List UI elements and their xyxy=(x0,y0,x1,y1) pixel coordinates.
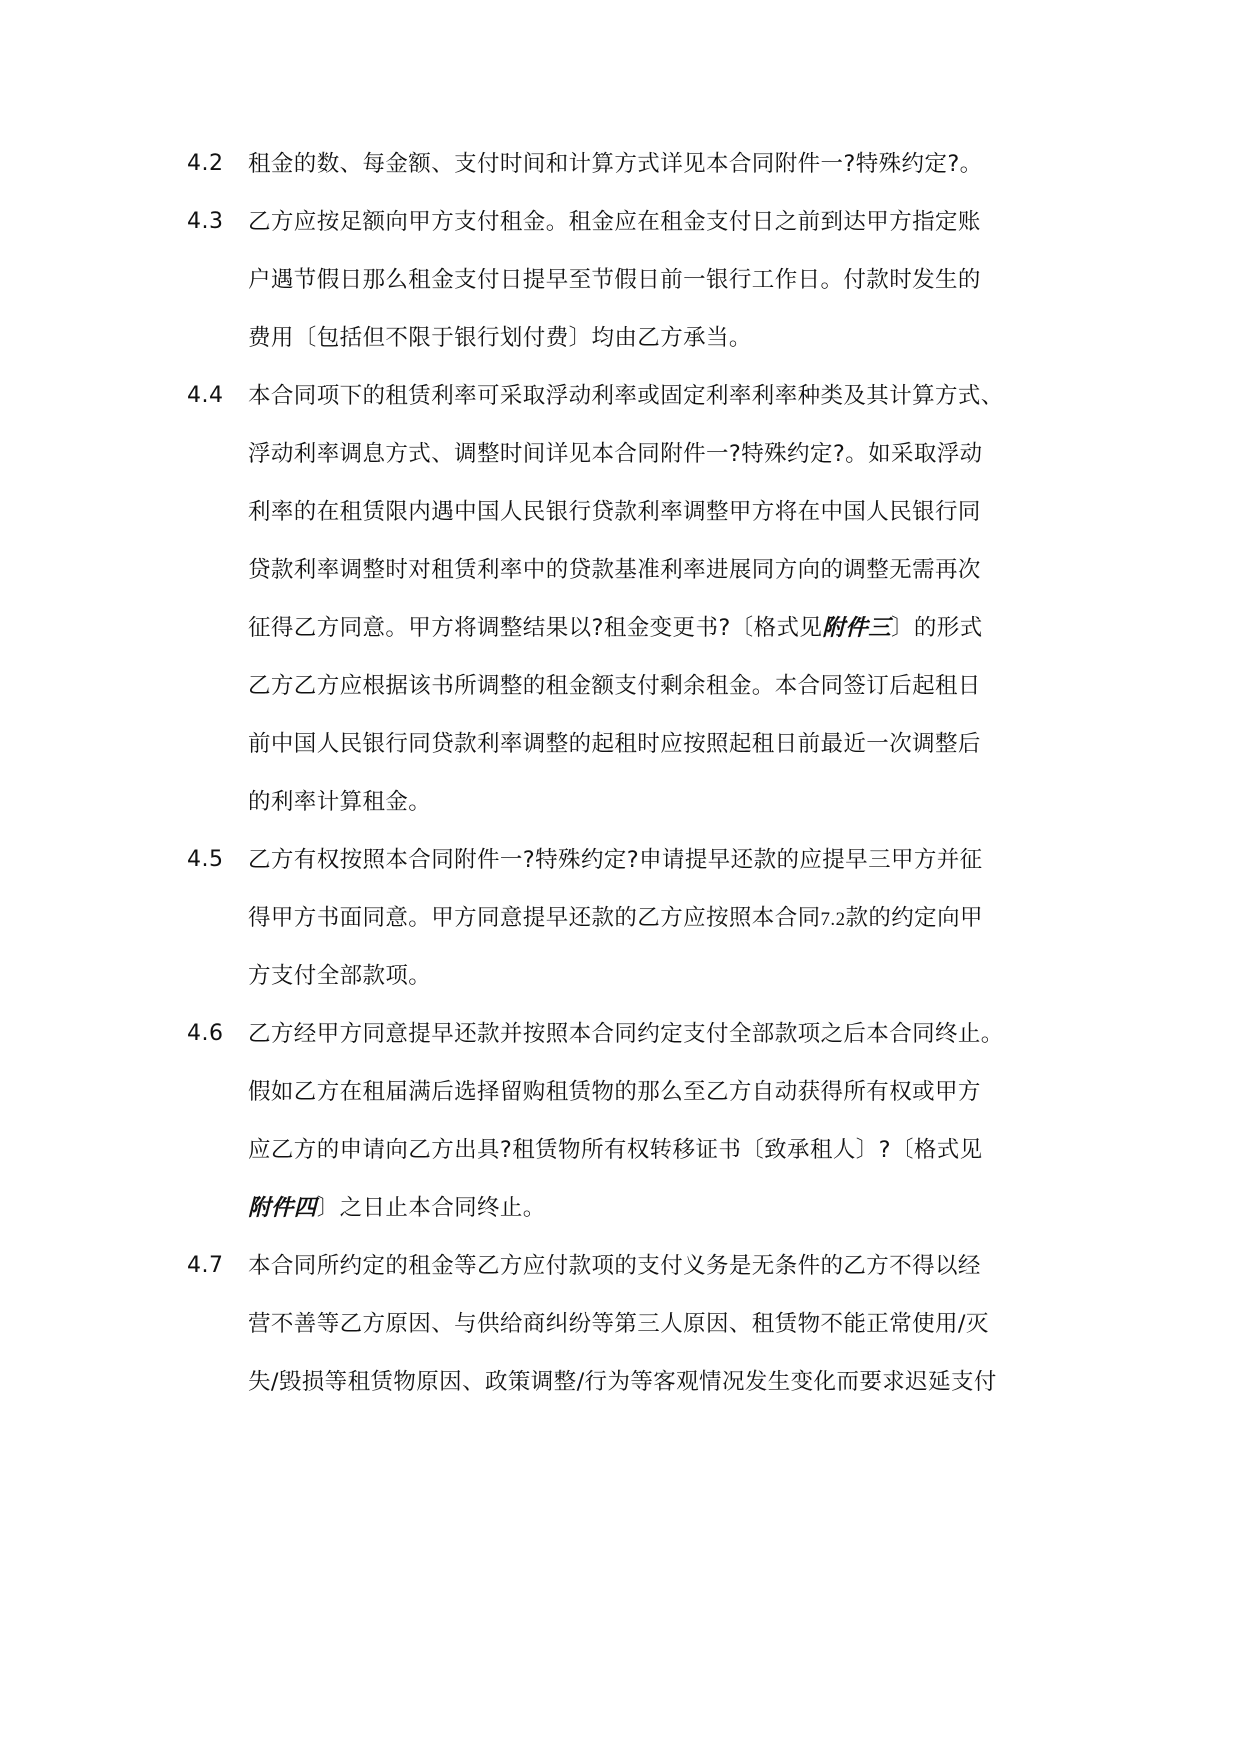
clause-text-line: 假如乙方在租届满后选择留购租赁物的那么至乙方自动获得所有权或甲方 xyxy=(248,1079,981,1105)
clause-text-line: 前中国人民银行同贷款利率调整的起租时应按照起租日前最近一次调整后 xyxy=(248,731,981,757)
clause-text-line: 乙方乙方应根据该书所调整的租金额支付剩余租金。本合同签订后起租日 xyxy=(248,673,981,699)
clause-number: 4.4 xyxy=(187,383,224,408)
clause-text-line: 方支付全部款项。 xyxy=(248,963,432,989)
clause-text-line: 乙方有权按照本合同附件一?特殊约定?申请提早还款的应提早三甲方并征 xyxy=(248,847,983,873)
clause-text-line: 的利率计算租金。 xyxy=(248,789,432,815)
text-segment: 款的约定向甲 xyxy=(845,905,983,931)
section-reference-number: 7.2 xyxy=(820,909,846,930)
clause-number: 4.3 xyxy=(187,209,224,234)
clause-text-line xyxy=(248,886,1068,952)
annex-reference: 附件四 xyxy=(248,1195,317,1221)
clause-text-line xyxy=(248,1176,1068,1240)
text-segment: 征得乙方同意。甲方将调整结果以?租金变更书?〔格式见 xyxy=(248,615,823,641)
clause-text-line: 营不善等乙方原因、与供给商纠纷等第三人原因、租赁物不能正常使用/灭 xyxy=(248,1311,989,1337)
clause-text-line: 应乙方的申请向乙方出具?租赁物所有权转移证书〔致承租人〕?〔格式见 xyxy=(248,1137,983,1163)
clause-number: 4.5 xyxy=(187,847,224,872)
clause-text-line: 本合同项下的租赁利率可采取浮动利率或固定利率利率种类及其计算方式、 xyxy=(248,383,1004,409)
clause-text-line: 本合同所约定的租金等乙方应付款项的支付义务是无条件的乙方不得以经 xyxy=(248,1253,981,1279)
clause-text-line: 费用〔包括但不限于银行划付费〕均由乙方承当。 xyxy=(248,325,752,351)
text-segment: 得甲方书面同意。甲方同意提早还款的乙方应按照本合同 xyxy=(248,905,821,931)
text-segment: 〕的形式 xyxy=(891,615,983,641)
text-segment: 〕之日止本合同终止。 xyxy=(316,1195,546,1221)
clause-number: 4.2 xyxy=(187,151,224,176)
clause-number: 4.7 xyxy=(187,1253,224,1278)
clause-number: 4.6 xyxy=(187,1021,224,1046)
clause-text-line: 乙方应按足额向甲方支付租金。租金应在租金支付日之前到达甲方指定账 xyxy=(248,209,981,235)
clause-text-line: 租金的数、每金额、支付时间和计算方式详见本合同附件一?特殊约定?。 xyxy=(248,151,983,177)
clause-text-line: 贷款利率调整时对租赁利率中的贷款基准利率进展同方向的调整无需再次 xyxy=(248,557,981,583)
clause-text-line: 失/毁损等租赁物原因、政策调整/行为等客观情况发生变化而要求迟延支付 xyxy=(248,1369,997,1395)
clause-text-line xyxy=(248,596,1068,660)
annex-reference: 附件三 xyxy=(822,615,891,641)
clause-text-line: 乙方经甲方同意提早还款并按照本合同约定支付全部款项之后本合同终止。 xyxy=(248,1021,1004,1047)
clause-text-line: 浮动利率调息方式、调整时间详见本合同附件一?特殊约定?。如采取浮动 xyxy=(248,441,983,467)
clause-text-line: 户遇节假日那么租金支付日提早至节假日前一银行工作日。付款时发生的 xyxy=(248,267,981,293)
clause-text-line: 利率的在租赁限内遇中国人民银行贷款利率调整甲方将在中国人民银行同 xyxy=(248,499,981,525)
